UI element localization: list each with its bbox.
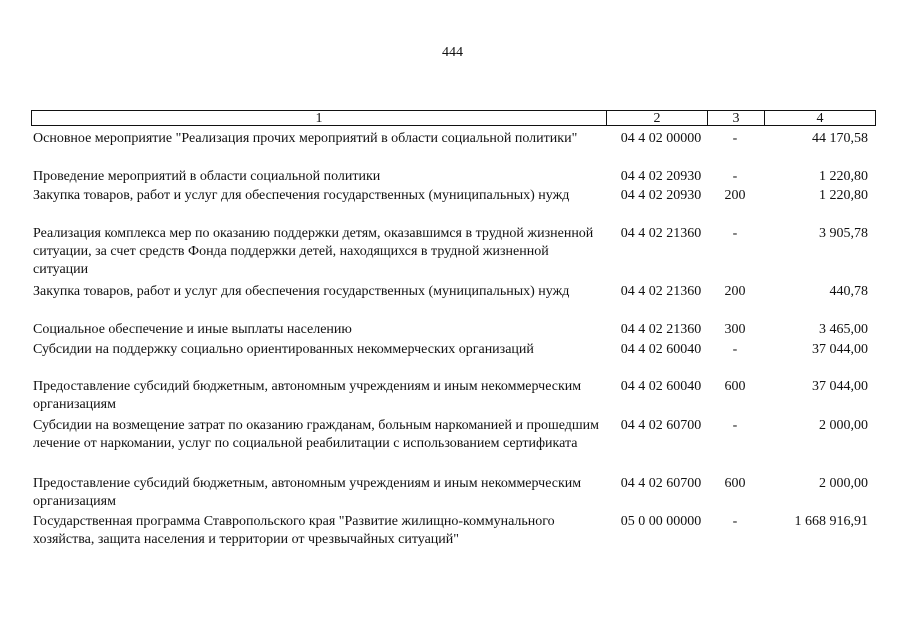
row-name: Проведение мероприятий в области социальной политики	[33, 169, 381, 184]
row-name: Предоставление субсидий бюджетным, автономным учреждениям и иным некоммерческим организациям	[33, 476, 582, 509]
row-code: 04 4 02 60040	[620, 379, 702, 394]
row-amount: 3 905,78	[819, 226, 868, 241]
row-amount: 1 220,80	[819, 188, 868, 203]
row-name: Субсидии на возмещение затрат по оказанию гражданам, больным наркоманией и прошедшим лечение от наркомании, услуг по социальной реабилитации с использованием сертификата	[33, 418, 600, 451]
row-amount: 1 220,80	[819, 169, 868, 184]
row-type: -	[732, 226, 738, 241]
column-header-3: 3	[707, 110, 765, 126]
row-amount: 440,78	[829, 284, 868, 299]
row-type: -	[732, 169, 738, 184]
row-amount: 2 000,00	[819, 418, 868, 433]
row-code: 04 4 02 21360	[620, 322, 702, 337]
row-amount: 2 000,00	[819, 476, 868, 491]
table-header	[31, 110, 876, 128]
row-code: 04 4 02 21360	[620, 284, 702, 299]
row-amount: 37 044,00	[812, 342, 868, 357]
row-name: Предоставление субсидий бюджетным, автономным учреждениям и иным некоммерческим организациям	[33, 379, 582, 412]
row-amount: 37 044,00	[812, 379, 868, 394]
row-amount: 3 465,00	[819, 322, 868, 337]
row-type: -	[732, 514, 738, 529]
column-header-2: 2	[606, 110, 708, 126]
row-code: 04 4 02 20930	[620, 188, 702, 203]
row-name: Реализация комплекса мер по оказанию поддержки детям, оказавшимся в трудной жизненной ситуации, за счет средств Фонда поддержки детей, находящихся в трудной жизненной ситуации	[33, 226, 594, 277]
row-type: -	[732, 342, 738, 357]
row-type: 300	[724, 322, 746, 337]
row-code: 04 4 02 21360	[620, 226, 702, 241]
row-code: 04 4 02 00000	[620, 131, 702, 146]
row-type: 200	[724, 188, 746, 203]
column-header-4: 4	[764, 110, 876, 126]
row-code: 04 4 02 60700	[620, 418, 702, 433]
row-name: Социальное обеспечение и иные выплаты населению	[33, 322, 352, 337]
row-amount: 1 668 916,91	[794, 514, 868, 529]
row-name: Закупка товаров, работ и услуг для обеспечения государственных (муниципальных) нужд	[33, 284, 570, 299]
row-type: 200	[724, 284, 746, 299]
row-name: Основное мероприятие "Реализация прочих мероприятий в области социальной политики"	[33, 131, 578, 146]
column-header-1: 1	[31, 110, 607, 126]
row-code: 05 0 00 00000	[620, 514, 702, 529]
row-name: Закупка товаров, работ и услуг для обеспечения государственных (муниципальных) нужд	[33, 188, 570, 203]
row-type: -	[732, 418, 738, 433]
row-name: Субсидии на поддержку социально ориентированных некоммерческих организаций	[33, 342, 534, 357]
row-code: 04 4 02 60040	[620, 342, 702, 357]
row-name: Государственная программа Ставропольского края "Развитие жилищно-коммунального хозяйства, защита населения и территории от чрезвычайных ситуаций"	[33, 514, 555, 547]
page-number: 444	[442, 45, 463, 60]
row-type: -	[732, 131, 738, 146]
row-code: 04 4 02 60700	[620, 476, 702, 491]
row-code: 04 4 02 20930	[620, 169, 702, 184]
row-amount: 44 170,58	[812, 131, 868, 146]
row-type: 600	[724, 379, 746, 394]
row-type: 600	[724, 476, 746, 491]
